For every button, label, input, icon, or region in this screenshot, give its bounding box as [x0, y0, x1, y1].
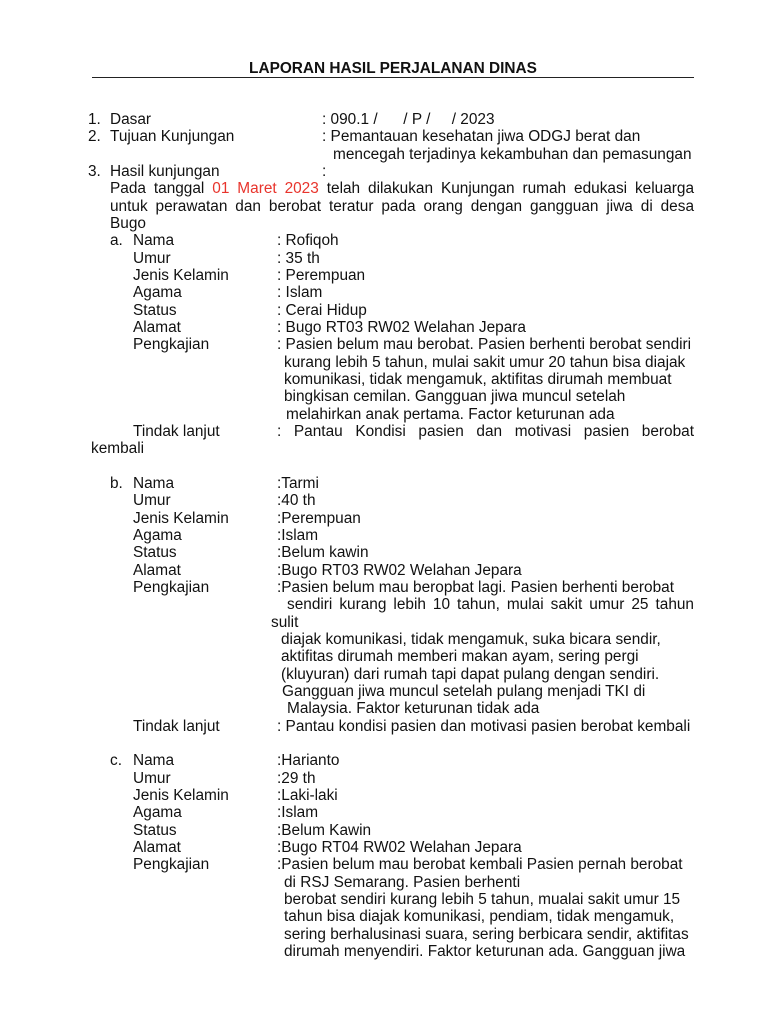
- patient-nama: : Rofiqoh: [277, 232, 339, 250]
- patient-jenis-kelamin: :Laki-laki: [277, 786, 338, 804]
- patient-umur: : 35 th: [277, 249, 320, 267]
- field-label-agama: Agama: [133, 804, 182, 822]
- patient-pengkajian-line: tahun bisa diajak komunikasi, pendiam, tidak mengamuk,: [284, 908, 675, 926]
- patient-nama: :Tarmi: [277, 474, 319, 492]
- item-label-tujuan: Tujuan Kunjungan: [110, 128, 235, 146]
- item-label-hasil: Hasil kunjungan: [110, 162, 220, 180]
- patient-status: : Cerai Hidup: [277, 301, 367, 319]
- patient-nama: :Harianto: [277, 752, 340, 770]
- patient-letter: c.: [110, 752, 122, 770]
- patient-pengkajian-line: diajak komunikasi, tidak mengamuk, suka bicara sendir,: [281, 630, 661, 648]
- patient-pengkajian-line: Gangguan jiwa muncul setelah pulang menjadi TKI di: [282, 682, 646, 700]
- patient-alamat: :Bugo RT03 RW02 Welahan Jepara: [277, 561, 522, 579]
- item-number-3: 3.: [88, 162, 101, 180]
- field-label-alamat: Alamat: [133, 561, 181, 579]
- field-label-jenis-kelamin: Jenis Kelamin: [133, 266, 229, 284]
- field-label-tindak-lanjut: Tindak lanjut: [133, 717, 220, 735]
- patient-agama: :Islam: [277, 526, 319, 544]
- patient-pengkajian-line: di RSJ Semarang. Pasien berhenti: [284, 873, 521, 891]
- patient-alamat: : Bugo RT03 RW02 Welahan Jepara: [277, 318, 526, 336]
- item-number-2: 2.: [88, 128, 101, 146]
- patient-letter: b.: [110, 474, 123, 492]
- patient-pengkajian-line: sendiri kurang lebih 10 tahun, mulai sakit umur 25 tahun: [287, 596, 694, 614]
- field-label-umur: Umur: [133, 492, 171, 510]
- field-label-pengkajian: Pengkajian: [133, 856, 210, 874]
- patient-pengkajian-line: :Pasien belum mau beropbat lagi. Pasien berhenti berobat: [277, 578, 674, 596]
- field-label-nama: Nama: [133, 474, 175, 492]
- patient-pengkajian-line: (kluyuran) dari rumah tapi dapat pulang dengan sendiri.: [281, 665, 660, 683]
- patient-pengkajian-line: :Pasien belum mau berobat kembali Pasien pernah berobat: [277, 856, 683, 874]
- patient-alamat: :Bugo RT04 RW02 Welahan Jepara: [277, 838, 522, 856]
- field-label-alamat: Alamat: [133, 318, 181, 336]
- patient-pengkajian-line: komunikasi, tidak mengamuk, aktifitas dirumah membuat: [284, 370, 672, 388]
- patient-pengkajian-line: melahirkan anak pertama. Factor keturunan ada: [286, 405, 615, 423]
- field-label-umur: Umur: [133, 249, 171, 267]
- field-label-pengkajian: Pengkajian: [133, 578, 210, 596]
- item-value-tujuan-line: mencegah terjadinya kekambuhan dan pemasungan: [333, 145, 692, 163]
- field-label-pengkajian: Pengkajian: [133, 336, 210, 354]
- field-label-jenis-kelamin: Jenis Kelamin: [133, 786, 229, 804]
- visit-date: 01 Maret 2023: [212, 180, 319, 198]
- patient-umur: :40 th: [277, 492, 316, 510]
- intro-paragraph-line: untuk perawatan dan berobat teratur pada orang dengan gangguan jiwa di desa: [110, 197, 694, 215]
- document-title: LAPORAN HASIL PERJALANAN DINAS: [249, 60, 537, 77]
- patient-status: :Belum Kawin: [277, 821, 372, 839]
- patient-pengkajian-line: dirumah menyendiri. Faktor keturunan ada. Gangguan jiwa: [284, 942, 686, 960]
- item-colon-hasil: :: [322, 162, 327, 180]
- patient-tindak-lanjut-line: : Pantau kondisi pasien dan motivasi pasien berobat kembali: [277, 717, 691, 735]
- field-label-status: Status: [133, 544, 177, 562]
- item-value-dasar: : 090.1 / / P / / 2023: [322, 111, 495, 128]
- field-label-tindak-lanjut: Tindak lanjut: [133, 422, 220, 440]
- patient-status: :Belum kawin: [277, 544, 369, 562]
- patient-tindak-lanjut-line: kembali: [91, 440, 145, 458]
- item-number-1: 1.: [88, 111, 101, 128]
- patient-jenis-kelamin: : Perempuan: [277, 266, 366, 284]
- field-label-status: Status: [133, 301, 177, 319]
- field-label-agama: Agama: [133, 284, 182, 302]
- intro-paragraph-line: Bugo: [110, 214, 146, 232]
- intro-end: telah dilakukan Kunjungan rumah edukasi keluarga: [326, 180, 695, 198]
- field-label-agama: Agama: [133, 526, 182, 544]
- field-label-nama: Nama: [133, 752, 175, 770]
- patient-pengkajian-line: Malaysia. Faktor keturunan tidak ada: [287, 700, 540, 718]
- field-label-alamat: Alamat: [133, 838, 181, 856]
- patient-pengkajian-line: sering berhalusinasi suara, sering berbicara sendir, aktifitas: [284, 925, 689, 943]
- field-label-status: Status: [133, 821, 177, 839]
- title-underline: [92, 77, 694, 78]
- patient-agama: : Islam: [277, 284, 323, 302]
- intro-paragraph-line: [110, 180, 694, 198]
- field-label-umur: Umur: [133, 769, 171, 787]
- field-label-nama: Nama: [133, 232, 175, 250]
- patient-pengkajian-line: sulit: [271, 613, 299, 631]
- intro-start: Pada tanggal: [110, 180, 205, 198]
- patient-pengkajian-line: berobat sendiri kurang lebih 5 tahun, mualai sakit umur 15: [284, 890, 681, 908]
- patient-pengkajian-line: kurang lebih 5 tahun, mulai sakit umur 20 tahun bisa diajak: [284, 353, 686, 371]
- patient-letter: a.: [110, 232, 123, 250]
- item-label-dasar: Dasar: [110, 111, 152, 128]
- patient-pengkajian-line: : Pasien belum mau berobat. Pasien berhenti berobat sendiri: [277, 336, 692, 354]
- patient-pengkajian-line: bingkisan cemilan. Gangguan jiwa muncul setelah: [284, 388, 626, 406]
- field-label-jenis-kelamin: Jenis Kelamin: [133, 509, 229, 527]
- patient-umur: :29 th: [277, 769, 316, 787]
- patient-tindak-lanjut-line: : Pantau Kondisi pasien dan motivasi pasien berobat: [277, 422, 694, 440]
- patient-pengkajian-line: aktifitas dirumah memberi makan ayam, sering pergi: [281, 648, 639, 666]
- patient-jenis-kelamin: :Perempuan: [277, 509, 361, 527]
- patient-agama: :Islam: [277, 804, 319, 822]
- item-value-tujuan-line: : Pemantauan kesehatan jiwa ODGJ berat dan: [322, 128, 641, 146]
